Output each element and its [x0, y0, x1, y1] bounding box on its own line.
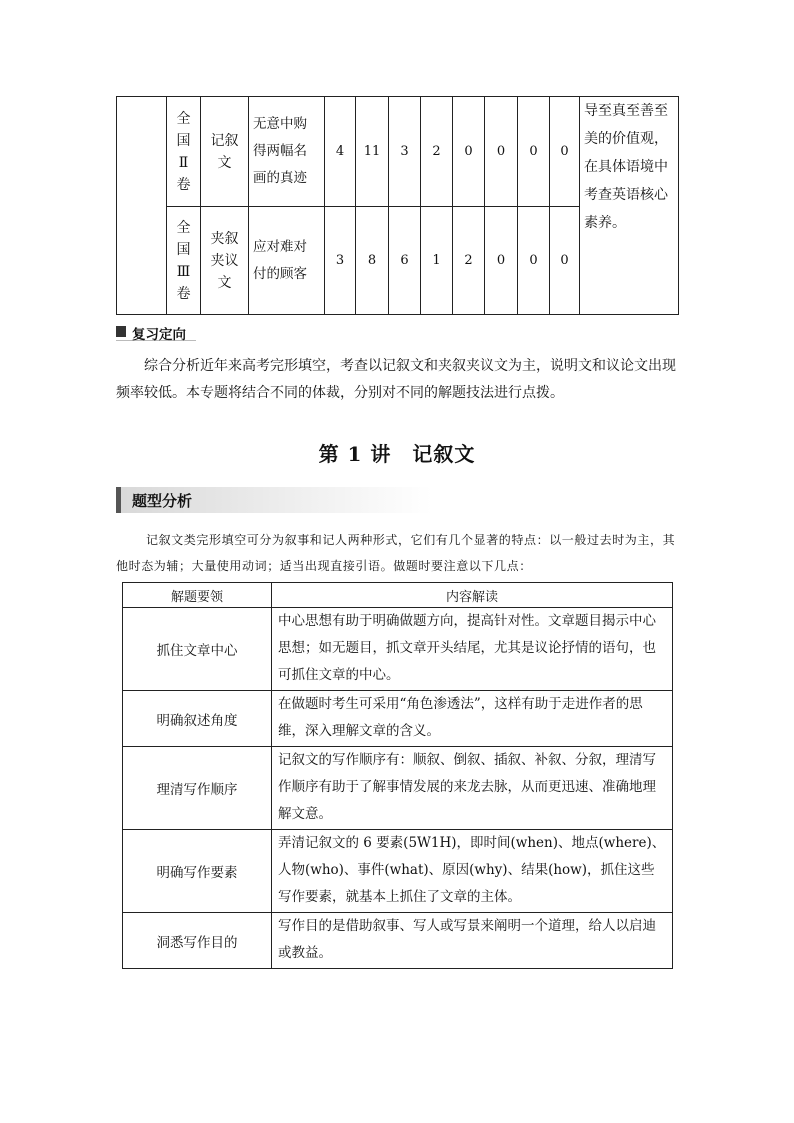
tip-value: 弄清记叙文的 6 要素(5W1H)，即时间(when)、地点(where)、人物(who)、事件(what)、原因(why)、结果(how)，抓住这些写作要素，就基本上抓住了文章的主体。: [272, 830, 673, 913]
tip-key: 洞悉写作目的: [123, 913, 272, 969]
count-cell: 8: [356, 207, 389, 315]
table-row: [123, 913, 673, 969]
year-cell: [117, 97, 167, 315]
count-cell: 3: [389, 97, 421, 207]
tip-key: 明确叙述角度: [123, 691, 272, 747]
column-header: 解题要领: [123, 583, 272, 608]
solving-tips-table: [122, 582, 673, 969]
table-row: [117, 97, 679, 207]
exam-statistics-table: [116, 96, 679, 315]
count-cell: 6: [389, 207, 421, 315]
review-heading: [116, 323, 196, 341]
tip-value: 写作目的是借助叙事、写人或写景来阐明一个道理，给人以启迪或教益。: [272, 913, 673, 969]
lecture-title: 第 1 讲 记叙文: [318, 442, 476, 466]
tip-key: 明确写作要素: [123, 830, 272, 913]
paper-cell: 全 国 Ⅱ 卷: [167, 97, 201, 207]
passage-title-cell: 应对难对付的顾客: [249, 207, 325, 315]
count-cell: 1: [421, 207, 453, 315]
passage-title-cell: 无意中购得两幅名画的真迹: [249, 97, 325, 207]
count-cell: 11: [356, 97, 389, 207]
square-marker-icon: [116, 326, 126, 337]
tip-value: 中心思想有助于明确做题方向，提高针对性。文章题目揭示中心思想；如无题目，抓文章开头结尾，尤其是议论抒情的语句，也可抓住文章的中心。: [272, 608, 673, 691]
count-cell: 0: [453, 97, 485, 207]
section-bar-marker-icon: [116, 487, 121, 513]
count-cell: 4: [325, 97, 356, 207]
count-cell: 0: [518, 97, 550, 207]
table-row: [123, 608, 673, 691]
tip-value: 在做题时考生可采用“角色渗透法”，这样有助于走进作者的思维，深入理解文章的含义。: [272, 691, 673, 747]
column-header: 内容解读: [272, 583, 673, 608]
table-row: [123, 747, 673, 830]
count-cell: 0: [485, 97, 518, 207]
table-row: [123, 691, 673, 747]
count-cell: 0: [550, 97, 580, 207]
count-cell: 2: [453, 207, 485, 315]
review-heading-label: 复习定向: [132, 327, 186, 343]
table-header-row: [123, 583, 673, 608]
paper-cell: 全 国 Ⅲ 卷: [167, 207, 201, 315]
tip-key: 抓住文章中心: [123, 608, 272, 691]
count-cell: 3: [325, 207, 356, 315]
table-row: [123, 830, 673, 913]
genre-cell: 记叙 文: [201, 97, 249, 207]
genre-cell: 夹叙 夹议 文: [201, 207, 249, 315]
section-heading-label: 题型分析: [132, 492, 193, 510]
count-cell: 0: [485, 207, 518, 315]
count-cell: 2: [421, 97, 453, 207]
intro-paragraph: 记叙文类完形填空可分为叙事和记人两种形式，它们有几个显著的特点：以一般过去时为主，其他时态为辅；大量使用动词；适当出现直接引语。做题时要注意以下几点：: [116, 533, 676, 573]
review-paragraph: 综合分析近年来高考完形填空，考查以记叙文和夹叙夹议文为主，说明文和议论文出现频率较低。本专题将结合不同的体裁，分别对不同的解题技法进行点拨。: [116, 358, 676, 401]
section-heading: [116, 487, 432, 513]
count-cell: 0: [518, 207, 550, 315]
tip-value: 记叙文的写作顺序有：顺叙、倒叙、插叙、补叙、分叙，理清写作顺序有助于了解事情发展的来龙去脉，从而更迅速、准确地理解文意。: [272, 747, 673, 830]
tip-key: 理清写作顺序: [123, 747, 272, 830]
count-cell: 0: [550, 207, 580, 315]
note-cell: 导至真至善至美的价值观，在具体语境中考查英语核心素养。: [580, 97, 679, 315]
